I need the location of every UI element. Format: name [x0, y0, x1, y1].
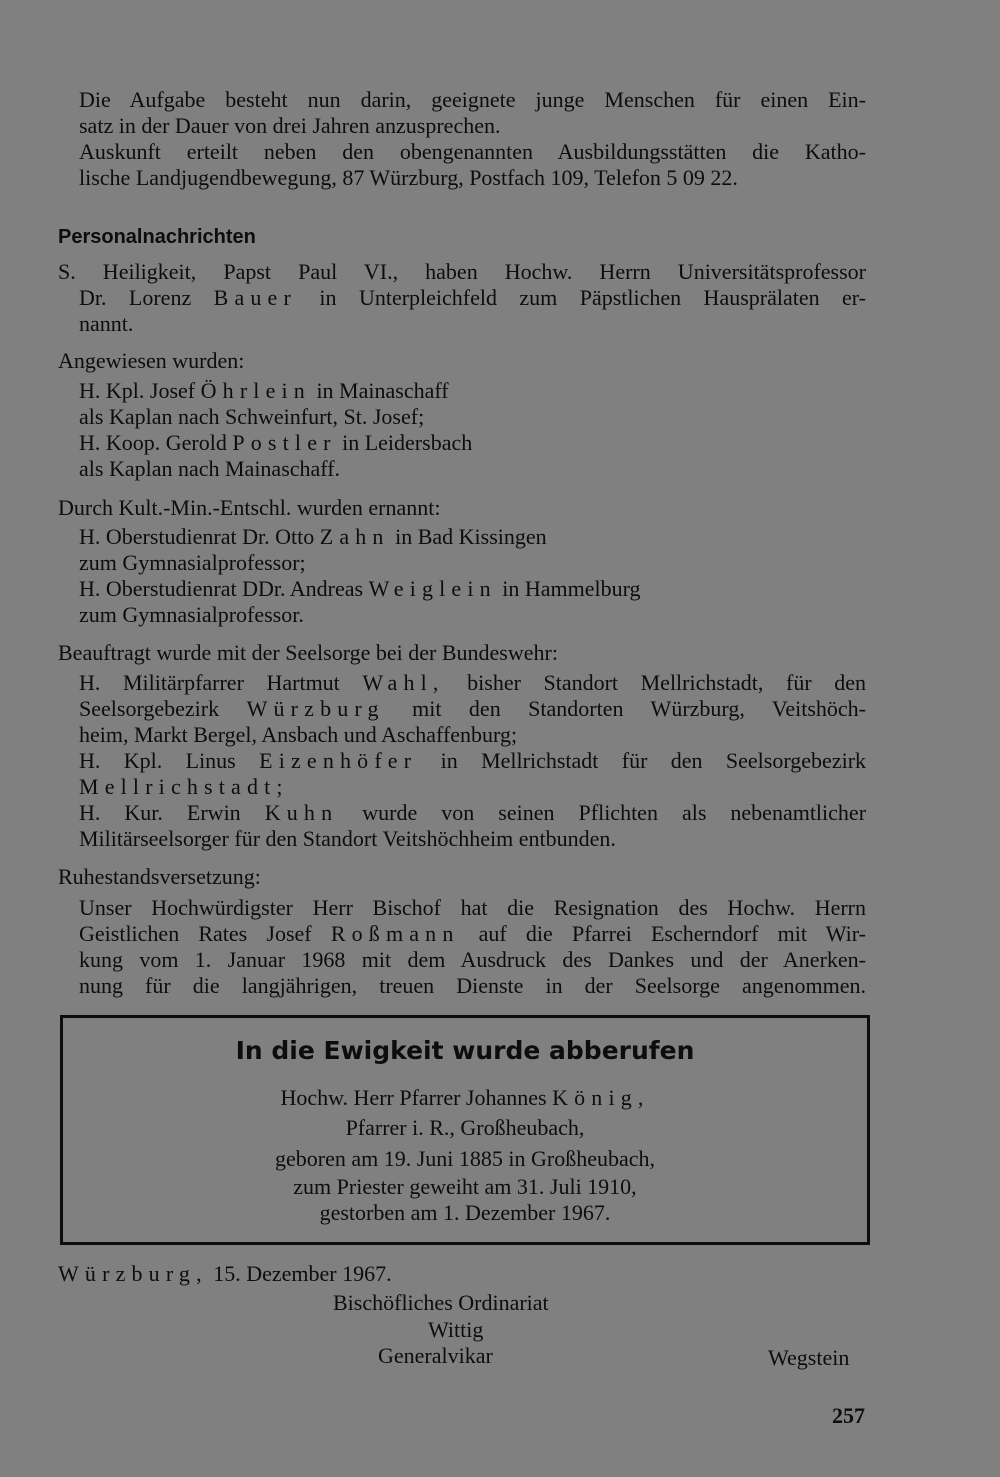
kult-heading: Durch Kult.-Min.-Entschl. wurden ernannt: [58, 495, 441, 520]
person-name: Zahn [319, 524, 390, 549]
text-segment: H. Kpl. Josef [79, 378, 196, 403]
text-segment: H. Militärpfarrer Hartmut [79, 670, 340, 695]
kult-line-2: zum Gymnasialprofessor; [79, 550, 306, 575]
intro-line-4: lische Landjugendbewegung, 87 Würzburg, Postfach 109, Telefon 5 09 22. [79, 165, 738, 190]
papst-line-3: nannt. [79, 311, 134, 336]
person-name: Kuhn [264, 800, 339, 825]
bundeswehr-line-5: Mellrichstadt; [79, 774, 289, 799]
date: 15. Dezember 1967. [213, 1261, 392, 1286]
obituary-line-3: geboren am 19. Juni 1885 in Großheubach, [274, 1146, 656, 1171]
text-segment: in Mellrichstadt für den Seelsorgebezirk [440, 748, 867, 773]
obituary-line-5: gestorben am 1. Dezember 1967. [319, 1200, 611, 1225]
place-name: Würzburg [246, 696, 385, 721]
section-heading: Personalnachrichten [58, 226, 256, 248]
kult-line-4: zum Gymnasialprofessor. [79, 602, 304, 627]
intro-line-2: satz in der Dauer von drei Jahren anzusprechen. [79, 113, 501, 138]
bundeswehr-line-1 [79, 670, 866, 696]
obituary-title: In die Ewigkeit wurde abberufen [235, 1036, 695, 1065]
text-segment: in Hammelburg [502, 576, 641, 601]
text-segment: Geistlichen Rates Josef [79, 921, 312, 946]
obituary-box [60, 1015, 870, 1245]
text-segment: in Unterpleichfeld zum Päpstlichen Hausprälaten er- [319, 285, 867, 310]
papst-line-1: S. Heiligkeit, Papst Paul VI., haben Hochw. Herrn Universitätsprofessor [58, 259, 866, 284]
ruhestand-line-1: Unser Hochwürdigster Herr Bischof hat die Resignation des Hochw. Herrn [79, 895, 866, 920]
text-segment: in Mainaschaff [316, 378, 449, 403]
text-segment: in Leidersbach [342, 430, 473, 455]
kult-line-1 [79, 524, 547, 550]
person-name: Eizenhöfer [259, 748, 418, 773]
intro-line-1: Die Aufgabe besteht nun darin, geeignete junge Menschen für einen Ein- [79, 87, 866, 112]
obituary-line-1 [63, 1085, 867, 1111]
papst-line-2 [79, 285, 866, 311]
bundeswehr-line-7: Militärseelsorger für den Standort Veitshöchheim entbunden. [79, 826, 616, 851]
place-name: Würzburg, [58, 1261, 208, 1286]
closing-office: Bischöfliches Ordinariat [333, 1290, 549, 1315]
text-segment: H. Oberstudienrat DDr. Andreas [79, 576, 364, 601]
page-number: 257 [832, 1403, 865, 1428]
bundeswehr-line-4 [79, 748, 866, 774]
closing-signer: Wittig [428, 1317, 484, 1342]
kult-line-3 [79, 576, 641, 602]
text-segment: Hochw. Herr Pfarrer Johannes [280, 1085, 547, 1110]
bundeswehr-heading: Beauftragt wurde mit der Seelsorge bei der Bundeswehr: [58, 640, 558, 665]
person-name: Roßmann [330, 921, 460, 946]
text-segment: wurde von seinen Pflichten als nebenamtlicher [362, 800, 867, 825]
text-segment: in Bad Kissingen [395, 524, 547, 549]
angewiesen-line-1 [79, 378, 449, 404]
obituary-line-4: zum Priester geweiht am 31. Juli 1910, [293, 1174, 637, 1199]
person-name: Weiglein [368, 576, 497, 601]
angewiesen-line-3 [79, 430, 472, 456]
obituary-line-2: Pfarrer i. R., Großheubach, [345, 1115, 585, 1140]
closing-role: Generalvikar [378, 1343, 493, 1368]
ruhestand-heading: Ruhestandsversetzung: [58, 864, 261, 889]
person-name: Öhrlein [200, 378, 311, 403]
ruhestand-line-4: nung für die langjährigen, treuen Dienste in der Seelsorge angenommen. [79, 973, 866, 998]
text-segment: H. Koop. Gerold [79, 430, 227, 455]
text-segment: auf die Pfarrei Escherndorf mit Wir- [478, 921, 866, 946]
person-name: Postler [232, 430, 337, 455]
person-name: Wahl, [362, 670, 445, 695]
closing-signer-2: Wegstein [768, 1345, 850, 1370]
text-segment: H. Kur. Erwin [79, 800, 241, 825]
person-name: König, [552, 1085, 650, 1110]
person-name: Bauer [213, 285, 297, 310]
ruhestand-line-3: kung vom 1. Januar 1968 mit dem Ausdruck des Dankes und der Anerken- [79, 947, 866, 972]
bundeswehr-line-3: heim, Markt Bergel, Ansbach und Aschaffenburg; [79, 722, 518, 747]
angewiesen-heading: Angewiesen wurden: [58, 348, 245, 373]
text-segment: Dr. Lorenz [79, 285, 192, 310]
intro-line-3: Auskunft erteilt neben den obengenannten Ausbildungsstätten die Katho- [79, 139, 866, 164]
text-segment: Seelsorgebezirk [79, 696, 220, 721]
angewiesen-line-4: als Kaplan nach Mainaschaff. [79, 456, 341, 481]
closing-place-date [58, 1261, 392, 1287]
text-segment: bisher Standort Mellrichstadt, für den [467, 670, 866, 695]
angewiesen-line-2: als Kaplan nach Schweinfurt, St. Josef; [79, 404, 425, 429]
bundeswehr-line-2 [79, 696, 866, 722]
text-segment: H. Kpl. Linus [79, 748, 236, 773]
bundeswehr-line-6 [79, 800, 866, 826]
ruhestand-line-2 [79, 921, 866, 947]
text-segment: mit den Standorten Würzburg, Veitshöch- [412, 696, 866, 721]
text-segment: H. Oberstudienrat Dr. Otto [79, 524, 315, 549]
